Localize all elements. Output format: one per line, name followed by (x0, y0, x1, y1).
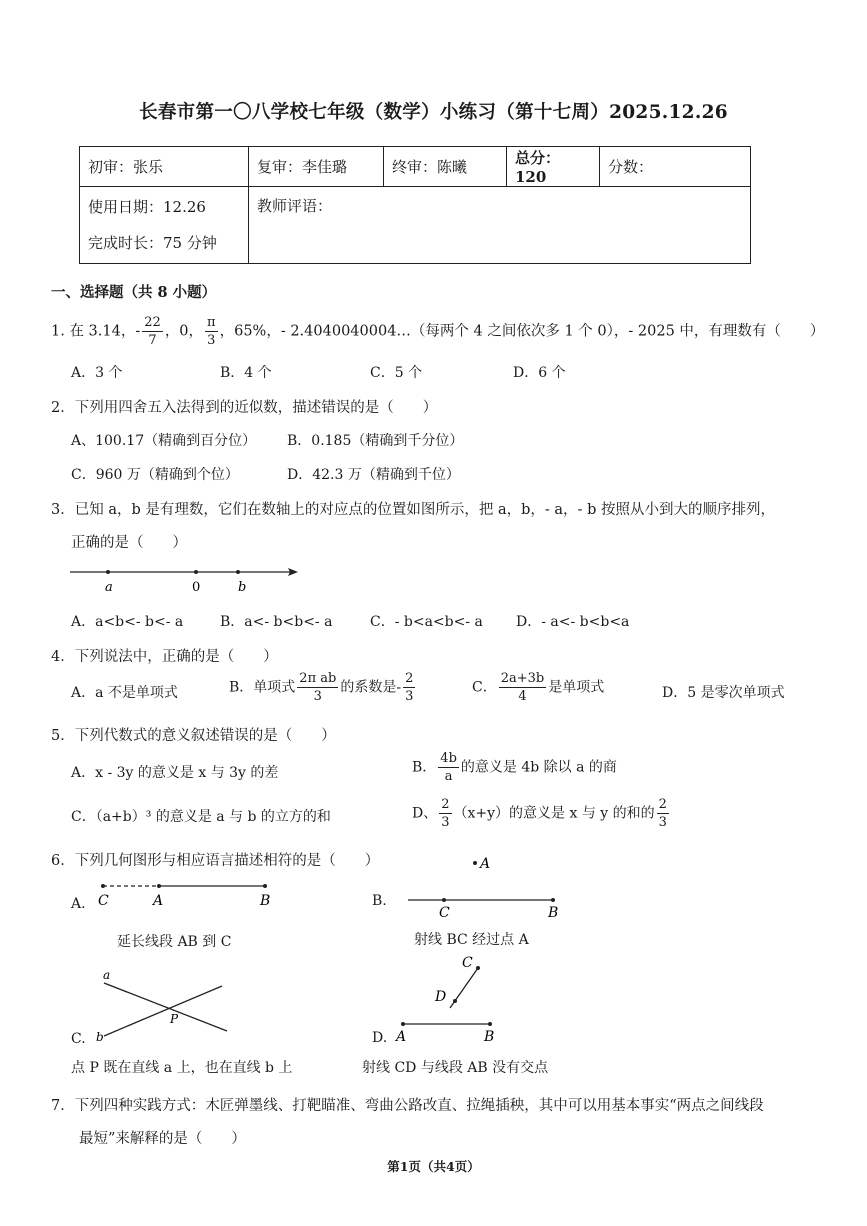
q1-pre: 在 3.14， (69, 323, 136, 340)
question-4-stem: 4．下列说法中，正确的是（ ） (51, 649, 278, 665)
q5-d-fraction-2: $\frac{2}{3}$ (658, 797, 667, 830)
number-line-figure (70, 562, 305, 596)
q6-option-b-label[interactable]: B. (372, 893, 387, 909)
q4-c-fraction: $\frac{2a+3b}{4}$ (500, 671, 545, 704)
q1-fraction-22-7: $\frac{22}{7}$ (144, 315, 161, 348)
score-cell: 分数： (600, 147, 751, 187)
q6-option-d-label[interactable]: D. (372, 1030, 388, 1046)
q6-option-c-label[interactable]: C. (71, 1031, 86, 1047)
page-footer: 第1页（共4页） (387, 1159, 480, 1174)
svg-text:b: b (96, 1030, 104, 1044)
point-0-dot (194, 570, 198, 574)
q4-b-fraction-2: $\frac{2}{3}$ (405, 671, 414, 704)
q6-option-a-label[interactable]: A. (71, 896, 86, 912)
label-a: a (105, 580, 113, 595)
reviewer1-cell: 初审：张乐 (80, 147, 249, 187)
q2-option-d[interactable]: D．42.3 万（精确到千位） (287, 467, 460, 483)
label-b: b (238, 580, 247, 595)
question-7-stem-line1: 7．下列四种实践方式：木匠弹墨线、打靶瞄准、弯曲公路改直、拉绳插秧，其中可以用基本事实“两点之间线段 (51, 1098, 764, 1114)
svg-text:B: B (548, 905, 559, 921)
q5-option-b[interactable]: B． $\frac{4b}{a}$ 的意义是 4b 除以 a 的商 (412, 751, 617, 784)
svg-text:A: A (480, 856, 491, 872)
reviewer3-cell: 终审：陈曦 (384, 147, 507, 187)
date-text: 使用日期：12.26 (88, 198, 206, 216)
duration-text: 完成时长：75 分钟 (88, 234, 217, 252)
svg-text:B: B (260, 893, 271, 909)
q1-fraction-pi-3: $\frac{\pi}{3}$ (207, 315, 216, 348)
total-cell: 总分：120 (507, 147, 600, 187)
svg-text:A: A (396, 1029, 407, 1045)
svg-text:a: a (103, 968, 111, 982)
svg-text:A: A (153, 893, 164, 909)
info-table (79, 146, 751, 264)
q1-option-b[interactable]: B．4 个 (220, 365, 272, 381)
q5-d-fraction-1: $\frac{2}{3}$ (441, 797, 450, 830)
q3-option-d[interactable]: D．- a<- b<b<a (516, 614, 630, 630)
q4-option-a[interactable]: A．a 不是单项式 (71, 685, 178, 701)
q1-minus: - (135, 323, 141, 340)
question-3-stem-line2: 正确的是（ ） (71, 535, 187, 551)
svg-text:P: P (170, 1012, 179, 1026)
svg-text:C: C (462, 955, 473, 971)
q1-option-a[interactable]: A．3 个 (71, 365, 123, 381)
q1-option-c[interactable]: C．5 个 (370, 365, 423, 381)
q2-option-b[interactable]: B．0.185（精确到千分位） (287, 433, 464, 449)
reviewer2-cell: 复审：李佳璐 (249, 147, 384, 187)
question-6-stem: 6．下列几何图形与相应语言描述相符的是（ ） (51, 853, 380, 869)
q6-caption-c: 点 P 既在直线 a 上，也在直线 b 上 (71, 1060, 293, 1076)
q6-caption-d: 射线 CD 与线段 AB 没有交点 (362, 1060, 549, 1076)
q5-option-a[interactable]: A．x - 3y 的意义是 x 与 3y 的差 (71, 765, 279, 781)
question-1-stem (51, 316, 824, 347)
date-duration-cell (80, 187, 249, 264)
point-a-dot (106, 570, 110, 574)
q6-figure-c (92, 966, 242, 1046)
q4-option-b[interactable]: B．单项式 $\frac{\text{2π ab}}{3}$ 的系数是- $\frac{2}{3}$ (229, 671, 414, 704)
q6-figure-d (390, 952, 520, 1047)
q3-option-b[interactable]: B．a<- b<b<- a (220, 614, 333, 630)
question-2-stem: 2．下列用四舍五入法得到的近似数，描述错误的是（ ） (51, 400, 438, 416)
q1-rest: ，65%，- 2.4040040004…（每两个 4 之间依次多 1 个 0），- 2025 中，有理数有（ ） (219, 323, 825, 340)
q6-caption-a: 延长线段 AB 到 C (117, 934, 232, 950)
q3-option-a[interactable]: A．a<b<- b<- a (71, 614, 184, 630)
line-a (104, 983, 227, 1031)
q6-caption-b: 射线 BC 经过点 A (414, 932, 529, 948)
line-b (104, 986, 222, 1036)
svg-text:D: D (435, 989, 447, 1005)
q4-b-fraction-1: $\frac{\text{2π ab}}{3}$ (299, 671, 337, 704)
question-5-stem: 5．下列代数式的意义叙述错误的是（ ） (51, 728, 336, 744)
q2-option-c[interactable]: C．960 万（精确到个位） (71, 467, 239, 483)
svg-text:B: B (484, 1029, 495, 1045)
q5-option-c[interactable]: C．（a+b）³ 的意义是 a 与 b 的立方的和 (71, 809, 331, 825)
label-0: 0 (192, 580, 201, 595)
q2-option-a[interactable]: A、100.17（精确到百分位） (71, 433, 257, 449)
q1-mid: ，0， (164, 323, 204, 340)
q4-option-c[interactable]: C． $\frac{2a+3b}{4}$ 是单项式 (472, 671, 605, 704)
question-7-stem-line2: 最短”来解释的是（ ） (79, 1131, 246, 1147)
q1-option-d[interactable]: D．6 个 (513, 365, 566, 381)
svg-text:C: C (439, 905, 450, 921)
svg-text:C: C (98, 893, 109, 909)
comment-cell: 教师评语： (249, 187, 751, 264)
point-b-dot (236, 570, 240, 574)
q5-option-d[interactable]: D、 $\frac{2}{3}$ （x+y）的意义是 x 与 y 的和的 $\frac{2}{3}$ (412, 797, 667, 830)
section-header: 一、选择题（共 8 小题） (51, 284, 217, 301)
q3-option-c[interactable]: C．- b<a<b<- a (370, 614, 483, 630)
page-title: 长春市第一〇八学校七年级（数学）小练习（第十七周）2025.12.26 (139, 102, 728, 123)
q6-figure-b (400, 850, 570, 920)
q5-b-fraction: $\frac{4b}{a}$ (440, 751, 457, 784)
q6-figure-a (95, 878, 285, 912)
question-3-stem-line1: 3．已知 a，b 是有理数，它们在数轴上的对应点的位置如图所示，把 a，b，- a，- b 按照从小到大的顺序排列， (51, 502, 775, 518)
q1-number: 1. (51, 323, 65, 340)
q4-option-d[interactable]: D．5 是零次单项式 (662, 685, 785, 701)
